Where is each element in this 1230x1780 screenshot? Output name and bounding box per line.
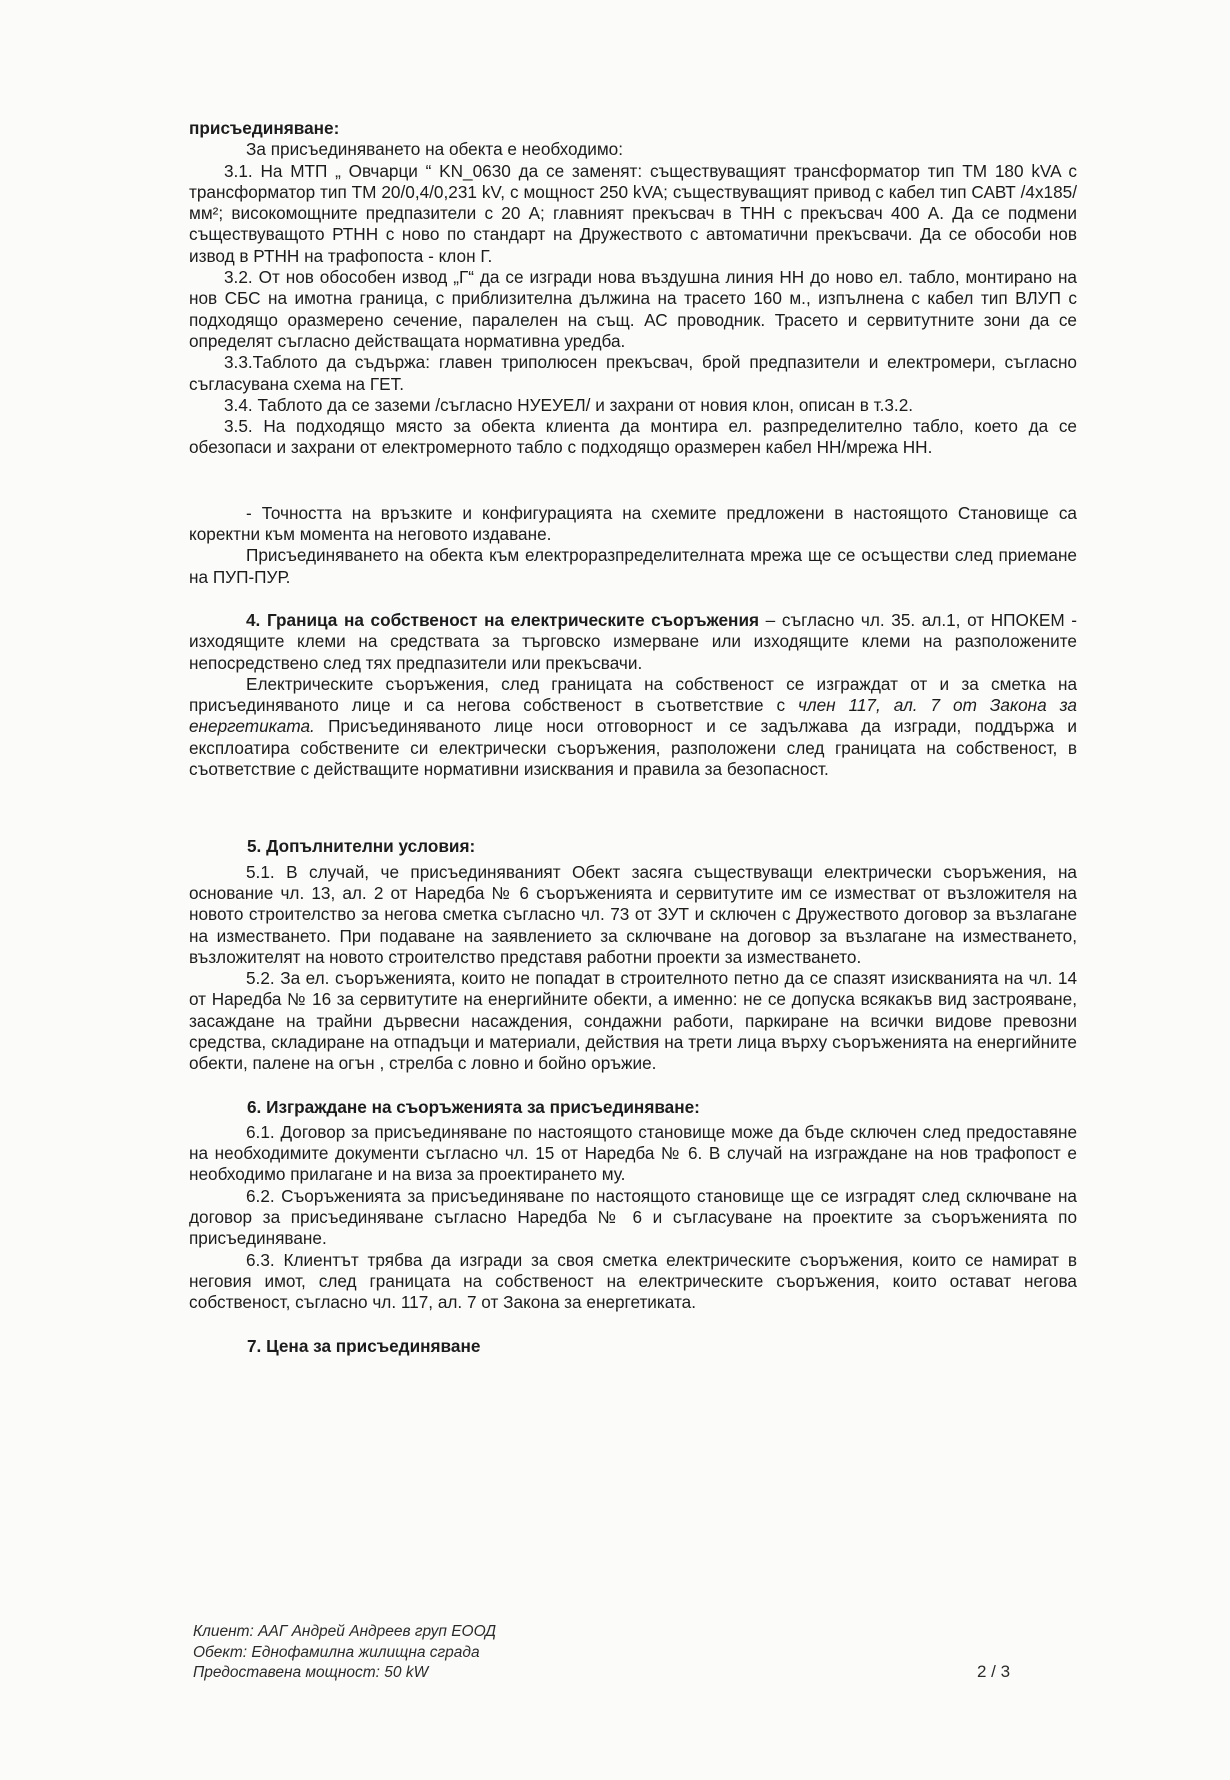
paragraph-3-4: 3.4. Таблото да се заземи /съгласно НУЕУЕЛ/ и захрани от новия клон, описан в т.3.2. (224, 394, 914, 415)
note-accuracy: - Точността на връзките и конфигурацията на схемите предложени в настоящото Становище са коректни към момента на неговото издаване. (189, 502, 1077, 545)
section-4-title: 4. Граница на собственост на електрическите съоръжения (246, 609, 760, 630)
section-4-text: – съгласно чл. 35. ал.1, от НПОКЕМ - изходящите клеми на средствата за търговско измерване или изходящите клеми на разположените непосредствено след тях предпазители или прекъсвачи. (189, 609, 1077, 673)
section-6-title: 6. Изграждане на съоръженията за присъединяване: (247, 1096, 700, 1117)
page-footer (193, 1622, 496, 1684)
document-body (189, 118, 1077, 1357)
paragraph-6-2: 6.2. Съоръженията за присъединяване по настоящото становище ще се изградят след сключване на договор за присъединяване съгласно Наредба № 6 и съгласуване на проектите за съоръженията по присъединяване. (189, 1185, 1077, 1249)
footer-object: Обект: Еднофамилна жилищна сграда (193, 1643, 480, 1661)
section-4-paragraph-2: Електрическите съоръжения, след границата на собственост се изграждат от и за сметка на присъединяваното лице и са негова собственост в съответствие с член 117, ал. 7 от Закона за енергетиката. Присъединяваното лице носи отговорност и се задължава да изгради, поддържа и експлоатира собствените си електрически съоръжения, разположени след границата на собственост, в съответствие с действащите нормативни изисквания и правила за безопасност. (189, 673, 1077, 780)
paragraph-3-2: 3.2. От нов обособен извод „Г“ да се изгради нова въздушна линия НН до ново ел. табло, монтирано на нов СБС на имотна граница, с приблизителна дължина на трасето 160 м., изпълнена с кабел тип ВЛУП с подходящо оразмерено сечение, паралелен на същ. АС проводник. Трасето и сервитутните зони да се определят съгласно действащата нормативна уредба. (189, 267, 1077, 351)
section-7-title: 7. Цена за присъединяване (247, 1335, 481, 1356)
note-connection: Присъединяването на обекта към електроразпределителната мрежа ще се осъществи след приемане на ПУП-ПУР. (189, 545, 1077, 587)
footer-power: Предоставена мощност: 50 kW (193, 1664, 429, 1681)
paragraph-6-3: 6.3. Клиентът трябва да изгради за своя сметка електрическите съоръжения, които се намират в неговия имот, след границата на собственост на електрическите съоръжения, които остават негова собственост, съгласно чл. 117, ал. 7 от Закона за енергетиката. (189, 1249, 1077, 1313)
paragraph-5-1: 5.1. В случай, че присъединяваният Обект засяга съществуващи електрически съоръжения, на основание чл. 13, ал. 2 от Наредба № 6 съоръженията и сервитутите им се изместват от възложителя на новото строителство за негова сметка съгласно чл. 73 от ЗУТ и сключен с Дружеството договор за възлагане на изместването. При подаване на заявлението за сключване на договор за възлагане на изместването, възложителят на новото строителство представя работни проекти за изместването. (189, 861, 1077, 967)
section-5-title: 5. Допълнителни условия: (247, 836, 476, 857)
paragraph-3-3: 3.3.Таблото да съдържа: главен триполюсен прекъсвач, брой предпазители и електромери, съгласно съгласувана схема на ГЕТ. (189, 352, 1077, 394)
law-reference: член 117, ал. 7 от Закона за енергетиката. (189, 695, 1077, 737)
paragraph-3-1: 3.1. На МТП „ Овчарци “ KN_0630 да се заменят: съществуващият трансформатор тип ТМ 180 kVA с трансформатор тип ТМ 20/0,4/0,231 kV, с мощност 250 kVA; съществуващият привод с кабел тип САВТ /4x185/ мм²; високомощните предпазители с 20 А; главният прекъсвач в ТНН с прекъсвач 400 А. Да се подмени съществуващото РТНН с ново по стандарт на Дружеството с автоматични прекъсвачи. Да се обособи нов извод в РТНН на трафопоста - клон Г. (189, 160, 1077, 266)
paragraph-5-2: 5.2. За ел. съоръженията, които не попадат в строителното петно да се спазят изискванията на чл. 14 от Наредба № 16 за сервитутите на енергийните обекти, а именно: не се допуска всякакъв вид застрояване, засаждане на трайни дървесни насаждения, сондажни работи, паркиране на всички видове превозни средства, складиране на отпадъци и материали, действия на трети лица върху съоръженията на енергийните обекти, палене на огън , стрелба с ловно и бойно оръжие. (189, 968, 1077, 1074)
section-heading-continued: присъединяване: (189, 118, 340, 138)
paragraph-3-5: 3.5. На подходящо място за обекта клиента да монтира ел. разпределително табло, което да се обезопаси и захрани от електромерното табло с подходящо оразмерен кабел НН/мрежа НН. (189, 416, 1077, 458)
section-4-paragraph (189, 610, 1077, 674)
page-number: 2 / 3 (977, 1662, 1011, 1681)
paragraph-6-1: 6.1. Договор за присъединяване по настоящото становище може да бъде сключен след предоставяне на необходимите документи съгласно чл. 15 от Наредба № 6. В случай на изграждане на нов трафопост е необходимо прилагане и на виза за проектирането му. (189, 1121, 1077, 1185)
footer-client: Клиент: ААГ Андрей Андреев груп ЕООД (193, 1623, 497, 1640)
intro-paragraph: За присъединяването на обекта е необходимо: (246, 139, 624, 160)
